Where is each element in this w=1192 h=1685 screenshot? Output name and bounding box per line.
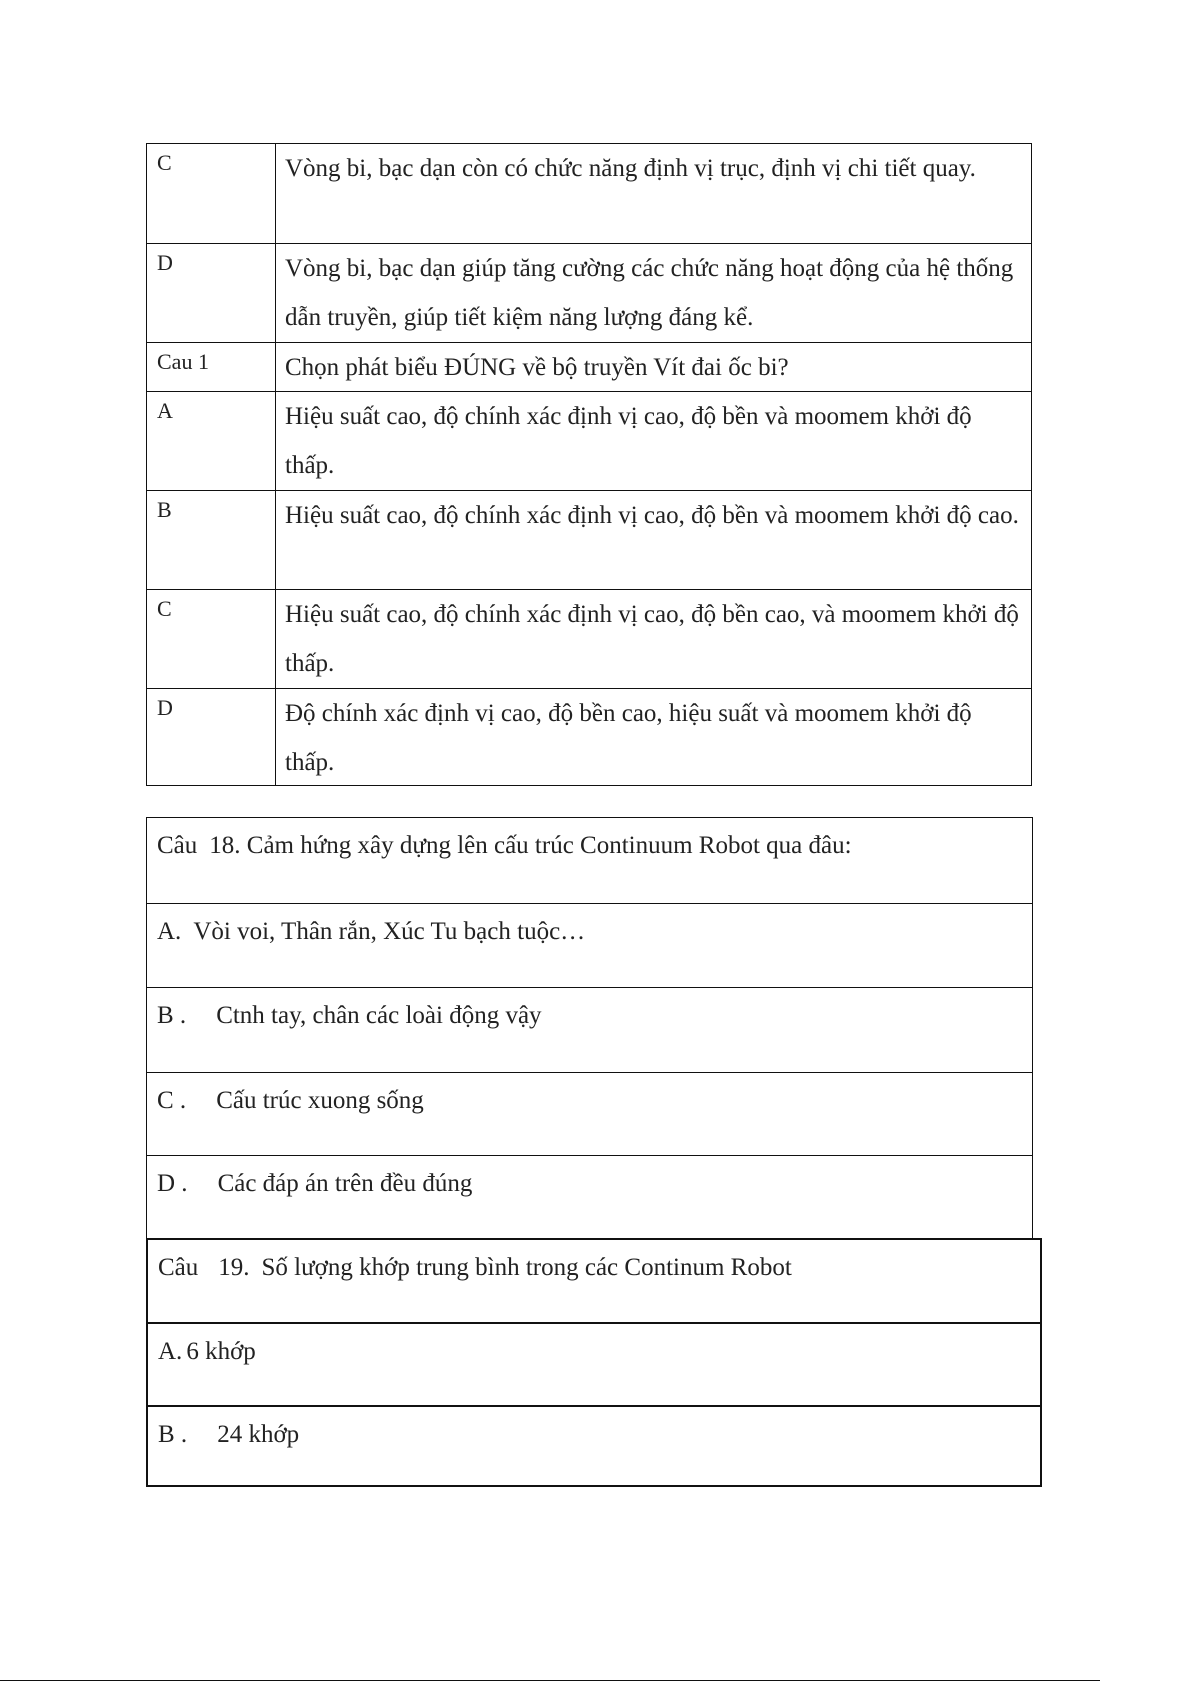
option-row bbox=[147, 903, 1032, 987]
row-text: Vòng bi, bạc dạn giúp tăng cường các chức năng hoạt động của hệ thống dẫn truyền, giúp tiết kiệm năng lượng đáng kể. bbox=[285, 255, 1014, 331]
row-label: Cau 1 bbox=[157, 349, 209, 374]
question-18-table bbox=[146, 817, 1033, 1239]
option-row bbox=[147, 987, 1032, 1072]
table-row bbox=[147, 490, 1031, 589]
option-text: Vòi voi, Thân rắn, Xúc Tu bạch tuộc… bbox=[193, 918, 586, 945]
question-label: Câu bbox=[158, 1254, 199, 1281]
question-number: 19. bbox=[218, 1254, 250, 1281]
row-label: A bbox=[157, 398, 173, 423]
question-label: Câu bbox=[157, 832, 198, 859]
row-text: Chọn phát biểu ĐÚNG về bộ truyền Vít đai ốc bi? bbox=[285, 354, 789, 381]
option-label: A. bbox=[158, 1338, 183, 1365]
answer-table-1 bbox=[146, 143, 1032, 786]
row-text: Hiệu suất cao, độ chính xác định vị cao, độ bền và moomem khởi độ thấp. bbox=[285, 403, 972, 479]
option-label: B . bbox=[157, 1002, 187, 1029]
row-text: Vòng bi, bạc dạn còn có chức năng định vị trục, định vị chi tiết quay. bbox=[285, 155, 976, 182]
row-text: Độ chính xác định vị cao, độ bền cao, hiệu suất và moomem khởi độ thấp. bbox=[285, 700, 972, 776]
question-19-table bbox=[146, 1238, 1042, 1487]
option-label: B . bbox=[158, 1421, 188, 1448]
table-row bbox=[147, 243, 1031, 342]
option-row bbox=[148, 1322, 1040, 1405]
page-bottom-rule bbox=[0, 1680, 1100, 1681]
table-row bbox=[147, 342, 1031, 391]
question-text: 18. Cảm hứng xây dựng lên cấu trúc Continuum Robot qua đâu: bbox=[209, 832, 852, 859]
table-row bbox=[147, 391, 1031, 490]
option-text: 24 khớp bbox=[217, 1421, 300, 1448]
row-label: D bbox=[157, 695, 173, 720]
row-label: C bbox=[157, 150, 172, 175]
option-label: D . bbox=[157, 1170, 188, 1197]
option-label: C . bbox=[157, 1087, 187, 1114]
option-row bbox=[147, 1155, 1032, 1240]
option-label: A. bbox=[157, 918, 182, 945]
question-row bbox=[147, 818, 1032, 903]
option-row bbox=[148, 1405, 1040, 1489]
row-text: Hiệu suất cao, độ chính xác định vị cao, độ bền cao, và moomem khởi độ thấp. bbox=[285, 601, 1019, 677]
question-text: Số lượng khớp trung bình trong các Continum Robot bbox=[261, 1254, 792, 1281]
option-text: Cấu trúc xuong sống bbox=[216, 1087, 424, 1114]
option-text: Các đáp án trên đều đúng bbox=[217, 1170, 473, 1197]
table-row bbox=[147, 144, 1031, 243]
row-label: D bbox=[157, 250, 173, 275]
option-row bbox=[147, 1072, 1032, 1155]
option-text: 6 khớp bbox=[186, 1338, 256, 1365]
question-row bbox=[148, 1240, 1040, 1322]
table-row bbox=[147, 589, 1031, 688]
row-text: Hiệu suất cao, độ chính xác định vị cao, độ bền và moomem khởi độ cao. bbox=[285, 502, 1019, 529]
table-row bbox=[147, 688, 1031, 787]
option-text: Ctnh tay, chân các loài động vậy bbox=[216, 1002, 542, 1029]
row-label: C bbox=[157, 596, 172, 621]
row-label: B bbox=[157, 497, 172, 522]
